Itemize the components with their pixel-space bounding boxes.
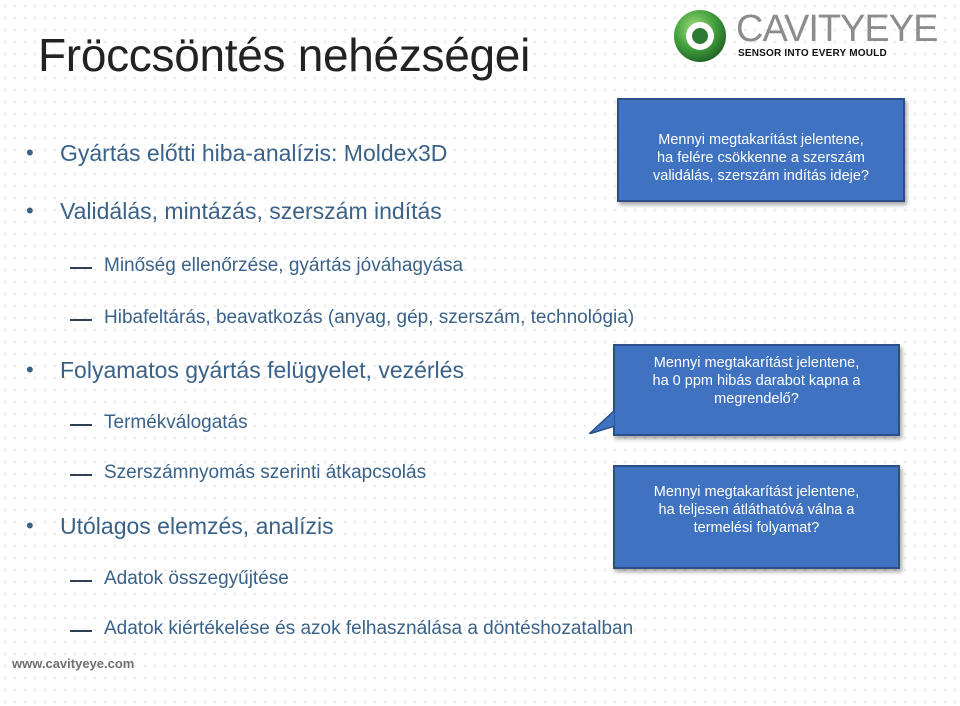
cavityeye-logo (672, 6, 942, 66)
callout-line: validálás, szerszám indítás ideje? (653, 168, 869, 184)
bullet-text: Gyártás előtti hiba-analízis: Moldex3D (60, 140, 448, 166)
sub-bullet-text: Hibafeltárás, beavatkozás (anyag, gép, szerszám, technológia) (104, 307, 635, 328)
savings-callout-zero-ppm (613, 344, 900, 436)
sub-bullet-item (104, 307, 634, 329)
callout-line: Mennyi megtakarítást jelentene, (653, 484, 860, 500)
callout-line: ha 0 ppm hibás darabot kapna a (652, 373, 861, 389)
callout-pointer-icon (589, 408, 615, 434)
bullet-dot-icon: • (26, 357, 34, 382)
callout-line: Mennyi megtakarítást jelentene, (653, 355, 860, 371)
bullet-dot-icon: • (26, 198, 34, 223)
dash-icon (70, 267, 92, 269)
callout-line: ha teljesen átláthatóvá válna a (658, 502, 855, 518)
sub-bullet-item (104, 568, 289, 590)
logo-tagline: SENSOR INTO EVERY MOULD (738, 48, 887, 59)
bullet-item (26, 140, 448, 167)
eye-icon (672, 8, 728, 64)
dash-icon (70, 319, 92, 321)
bullet-text: Utólagos elemzés, analízis (60, 513, 334, 539)
savings-callout-transparency (613, 465, 900, 569)
dash-icon (70, 474, 92, 476)
callout-line: Mennyi megtakarítást jelentene, (658, 132, 864, 148)
savings-callout-validation (617, 98, 905, 202)
sub-bullet-text: Szerszámnyomás szerinti átkapcsolás (104, 462, 427, 483)
dash-icon (70, 424, 92, 426)
bullet-item (26, 198, 442, 225)
bullet-dot-icon: • (26, 513, 34, 538)
callout-line: termelési folyamat? (693, 520, 820, 536)
callout-line: ha felére csökkenne a szerszám (657, 150, 865, 166)
sub-bullet-item (104, 255, 463, 277)
sub-bullet-text: Adatok összegyűjtése (104, 568, 289, 589)
bullet-item (26, 357, 464, 384)
dash-icon (70, 580, 92, 582)
callout-line: megrendelő? (714, 391, 799, 407)
logo-name: CAVITYEYE (736, 8, 938, 50)
sub-bullet-item (104, 618, 633, 640)
dash-icon (70, 630, 92, 632)
bullet-text: Validálás, mintázás, szerszám indítás (60, 198, 442, 224)
sub-bullet-text: Termékválogatás (104, 412, 248, 433)
sub-bullet-item (104, 412, 248, 434)
sub-bullet-text: Minőség ellenőrzése, gyártás jóváhagyása (104, 255, 464, 276)
website-link[interactable]: www.cavityeye.com (12, 656, 135, 671)
bullet-text: Folyamatos gyártás felügyelet, vezérlés (60, 357, 464, 383)
sub-bullet-text: Adatok kiértékelése és azok felhasználása a döntéshozatalban (104, 618, 634, 639)
sub-bullet-item (104, 462, 426, 484)
bullet-item (26, 513, 334, 540)
bullet-dot-icon: • (26, 140, 34, 165)
page-title: Fröccsöntés nehézségei (38, 29, 531, 81)
